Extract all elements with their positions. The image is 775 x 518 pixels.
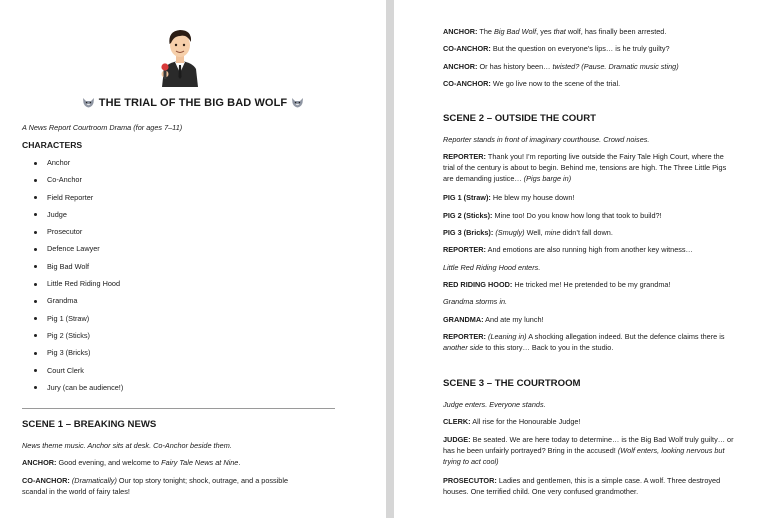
speaker-label: PIG 2 (Sticks): [443, 211, 493, 220]
speaker-label: CO-ANCHOR: [443, 44, 491, 53]
list-item: Pig 1 (Straw) [34, 312, 123, 329]
wolf-emoji-icon [291, 97, 304, 108]
stage-direction: News theme music. Anchor sits at desk. Co-Anchor beside them. [22, 441, 232, 450]
list-item: Defence Lawyer [34, 242, 123, 259]
dialogue-line: GRANDMA: And ate my lunch! [443, 315, 544, 324]
speaker-label: REPORTER: [443, 152, 486, 161]
list-item: Judge [34, 208, 123, 225]
characters-heading: CHARACTERS [22, 140, 83, 150]
speaker-label: PIG 3 (Bricks): [443, 228, 494, 237]
dialogue-line: ANCHOR: Good evening, and welcome to Fairy Tale News at Nine. [22, 458, 241, 467]
stage-direction: Grandma storms in. [443, 297, 508, 306]
dialogue-line: REPORTER: (Leaning in) A shocking allegation indeed. But the defence claims there is another side to this story… Back to you in the studio. [443, 332, 725, 352]
speaker-label: ANCHOR: [22, 458, 57, 467]
characters-list [34, 156, 123, 398]
speaker-label: REPORTER: [443, 332, 486, 341]
dialogue-line: CO-ANCHOR: (Dramatically) Our top story tonight; shock, outrage, and a possible scandal in the world of fairy tales! [22, 476, 289, 496]
speaker-label: ANCHOR: [443, 62, 478, 71]
document-page-left [0, 0, 386, 518]
section-divider [22, 408, 335, 409]
list-item: Jury (can be audience!) [34, 381, 123, 398]
stage-direction: Reporter stands in front of imaginary courthouse. Crowd noises. [443, 135, 650, 144]
speaker-label: RED RIDING HOOD: [443, 280, 513, 289]
list-item: Little Red Riding Hood [34, 277, 123, 294]
scene-2-heading: SCENE 2 – OUTSIDE THE COURT [443, 113, 596, 124]
scene-3-heading: SCENE 3 – THE COURTROOM [443, 378, 581, 389]
page-gap [386, 0, 394, 518]
document-subtitle: A News Report Courtroom Drama (for ages 7–11) [22, 123, 183, 132]
document-page-right [394, 0, 775, 518]
stage-direction: Judge enters. Everyone stands. [443, 400, 546, 409]
dialogue-line: CO-ANCHOR: But the question on everyone’s lips… is he truly guilty? [443, 44, 670, 53]
speaker-label: PIG 1 (Straw): [443, 193, 491, 202]
list-item: Grandma [34, 294, 123, 311]
wolf-emoji-icon [82, 97, 95, 108]
list-item: Prosecutor [34, 225, 123, 242]
speaker-label: GRANDMA: [443, 315, 484, 324]
speaker-label: REPORTER: [443, 245, 486, 254]
list-item: Pig 3 (Bricks) [34, 346, 123, 363]
speaker-label: ANCHOR: [443, 27, 478, 36]
dialogue-line: REPORTER: And emotions are also running high from another key witness… [443, 245, 693, 254]
speaker-label: JUDGE: [443, 435, 471, 444]
speaker-label: PROSECUTOR: [443, 476, 497, 485]
news-anchor-illustration [154, 25, 206, 87]
list-item: Co-Anchor [34, 173, 123, 190]
dialogue-line: RED RIDING HOOD: He tricked me! He pretended to be my grandma! [443, 280, 671, 289]
dialogue-line: PIG 1 (Straw): He blew my house down! [443, 193, 575, 202]
scene-1-heading: SCENE 1 – BREAKING NEWS [22, 419, 157, 430]
dialogue-line: PROSECUTOR: Ladies and gentlemen, this is a simple case. A wolf. Three destroyed houses. One terrified child. One very confused grandmother. [443, 476, 721, 496]
dialogue-line: JUDGE: Be seated. We are here today to determine… is the Big Bad Wolf truly guilty… or has he been unfairly portrayed? Bring in the accused! (Wolf enters, looking nervous but trying to act cool) [443, 435, 734, 466]
dialogue-line: ANCHOR: Or has history been… twisted? (Pause. Dramatic music sting) [443, 62, 679, 71]
dialogue-line: REPORTER: Thank you! I’m reporting live outside the Fairy Tale High Court, where the trial of the century is about to begin. Behind me, tensions are high. The Three Little Pigs are demanding justice… (Pigs barge in) [443, 152, 727, 183]
list-item: Pig 2 (Sticks) [34, 329, 123, 346]
speaker-label: CLERK: [443, 417, 471, 426]
dialogue-line: PIG 2 (Sticks): Mine too! Do you know how long that took to build?! [443, 211, 662, 220]
list-item: Big Bad Wolf [34, 260, 123, 277]
list-item: Field Reporter [34, 191, 123, 208]
speaker-label: CO-ANCHOR: [443, 79, 491, 88]
dialogue-line: CLERK: All rise for the Honourable Judge! [443, 417, 581, 426]
document-title [0, 97, 386, 109]
stage-direction: Little Red Riding Hood enters. [443, 263, 541, 272]
title-text: THE TRIAL OF THE BIG BAD WOLF [98, 97, 288, 109]
list-item: Anchor [34, 156, 123, 173]
speaker-label: CO-ANCHOR: [22, 476, 70, 485]
list-item: Court Clerk [34, 364, 123, 381]
dialogue-line: PIG 3 (Bricks): (Smugly) Well, mine didn’t fall down. [443, 228, 613, 237]
dialogue-line: CO-ANCHOR: We go live now to the scene of the trial. [443, 79, 621, 88]
dialogue-line: ANCHOR: The Big Bad Wolf, yes that wolf, has finally been arrested. [443, 27, 667, 36]
